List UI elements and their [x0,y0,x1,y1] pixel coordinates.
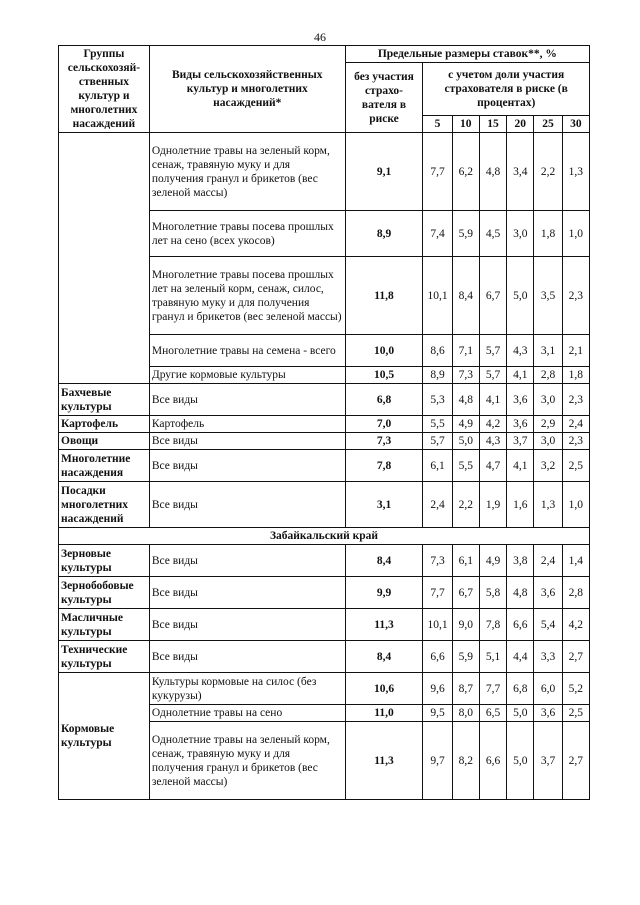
share-rate-cell: 1,0 [562,211,589,257]
share-rate-cell: 7,1 [452,335,479,367]
base-rate-cell: 7,3 [345,433,423,450]
share-rate-cell: 2,2 [534,133,562,211]
base-rate-cell: 8,9 [345,211,423,257]
share-rate-cell: 8,2 [452,722,479,800]
header-share-30: 30 [562,116,589,133]
share-rate-cell: 9,5 [423,705,452,722]
share-rate-cell: 6,6 [507,609,534,641]
crop-cell: Многолетние травы посева прошлых лет на зеленый корм, сенаж, силос, травяную муку и для получения гранул и брикетов (вес зеленой массы) [149,257,345,335]
table-row [59,641,590,673]
share-rate-cell: 5,0 [507,257,534,335]
header-share-15: 15 [479,116,506,133]
share-rate-cell: 5,5 [423,416,452,433]
share-rate-cell: 4,3 [507,335,534,367]
share-rate-cell: 7,3 [452,367,479,384]
share-rate-cell: 5,1 [479,641,506,673]
header-crop: Виды сельскохозяйственных культур и многолетних насаждений* [149,46,345,133]
share-rate-cell: 3,4 [507,133,534,211]
crop-cell: Все виды [149,433,345,450]
share-rate-cell: 4,9 [479,545,506,577]
share-rate-cell: 1,3 [534,482,562,528]
base-rate-cell: 11,0 [345,705,423,722]
crop-cell: Культуры кормовые на силос (без кукурузы) [149,673,345,705]
crop-cell: Все виды [149,577,345,609]
share-rate-cell: 2,4 [562,416,589,433]
share-rate-cell: 4,8 [452,384,479,416]
share-rate-cell: 5,9 [452,211,479,257]
base-rate-cell: 10,5 [345,367,423,384]
share-rate-cell: 4,5 [479,211,506,257]
group-cell-empty [59,133,150,384]
header-share: с учетом доли участия страхователя в риске (в процентах) [423,63,590,116]
group-cell: Кормовые культуры [59,673,150,800]
share-rate-cell: 5,8 [479,577,506,609]
share-rate-cell: 1,0 [562,482,589,528]
share-rate-cell: 4,8 [479,133,506,211]
region-row [59,528,590,545]
share-rate-cell: 5,3 [423,384,452,416]
share-rate-cell: 6,6 [479,722,506,800]
share-rate-cell: 6,0 [534,673,562,705]
share-rate-cell: 1,9 [479,482,506,528]
share-rate-cell: 1,4 [562,545,589,577]
share-rate-cell: 4,9 [452,416,479,433]
base-rate-cell: 9,1 [345,133,423,211]
share-rate-cell: 3,6 [507,416,534,433]
table-row [59,673,590,705]
table-row [59,433,590,450]
crop-cell: Однолетние травы на сено [149,705,345,722]
share-rate-cell: 2,8 [562,577,589,609]
table-row [59,609,590,641]
crop-cell: Все виды [149,482,345,528]
share-rate-cell: 4,1 [507,450,534,482]
base-rate-cell: 6,8 [345,384,423,416]
share-rate-cell: 3,0 [534,433,562,450]
base-rate-cell: 10,0 [345,335,423,367]
group-cell: Бахчевые культуры [59,384,150,416]
table-row [59,133,590,211]
share-rate-cell: 3,7 [534,722,562,800]
share-rate-cell: 6,7 [479,257,506,335]
share-rate-cell: 4,4 [507,641,534,673]
crop-cell: Все виды [149,384,345,416]
crop-cell: Все виды [149,609,345,641]
share-rate-cell: 2,3 [562,257,589,335]
share-rate-cell: 4,1 [479,384,506,416]
share-rate-cell: 1,3 [562,133,589,211]
share-rate-cell: 6,1 [423,450,452,482]
group-cell: Овощи [59,433,150,450]
crop-cell: Однолетние травы на зеленый корм, сенаж, травяную муку и для получения гранул и брикетов (вес зеленой массы) [149,722,345,800]
table-row [59,416,590,433]
share-rate-cell: 5,2 [562,673,589,705]
table-row [59,450,590,482]
share-rate-cell: 2,7 [562,641,589,673]
share-rate-cell: 7,4 [423,211,452,257]
group-cell: Зерновые культуры [59,545,150,577]
group-cell: Масличные культуры [59,609,150,641]
share-rate-cell: 4,2 [562,609,589,641]
share-rate-cell: 8,9 [423,367,452,384]
share-rate-cell: 4,1 [507,367,534,384]
share-rate-cell: 2,7 [562,722,589,800]
crop-cell: Все виды [149,545,345,577]
table-body [59,133,590,800]
header-share-25: 25 [534,116,562,133]
share-rate-cell: 3,6 [534,577,562,609]
base-rate-cell: 9,9 [345,577,423,609]
share-rate-cell: 3,3 [534,641,562,673]
share-rate-cell: 3,1 [534,335,562,367]
share-rate-cell: 7,7 [423,577,452,609]
share-rate-cell: 5,9 [452,641,479,673]
base-rate-cell: 11,8 [345,257,423,335]
group-cell: Зернобобовые культуры [59,577,150,609]
share-rate-cell: 3,0 [534,384,562,416]
group-cell: Многолетние насаждения [59,450,150,482]
share-rate-cell: 3,6 [507,384,534,416]
share-rate-cell: 7,3 [423,545,452,577]
base-rate-cell: 10,6 [345,673,423,705]
crop-cell: Все виды [149,450,345,482]
share-rate-cell: 3,6 [534,705,562,722]
base-rate-cell: 3,1 [345,482,423,528]
header-limits: Предельные размеры ставок**, % [345,46,589,63]
share-rate-cell: 4,8 [507,577,534,609]
share-rate-cell: 5,7 [479,367,506,384]
crop-cell: Многолетние травы на семена - всего [149,335,345,367]
share-rate-cell: 9,7 [423,722,452,800]
crop-cell: Однолетние травы на зеленый корм, сенаж, травяную муку и для получения гранул и брикетов (вес зеленой массы) [149,133,345,211]
share-rate-cell: 2,1 [562,335,589,367]
share-rate-cell: 7,8 [479,609,506,641]
share-rate-cell: 8,7 [452,673,479,705]
base-rate-cell: 8,4 [345,641,423,673]
share-rate-cell: 10,1 [423,257,452,335]
share-rate-cell: 5,4 [534,609,562,641]
share-rate-cell: 8,4 [452,257,479,335]
crop-cell: Все виды [149,641,345,673]
crop-cell: Картофель [149,416,345,433]
share-rate-cell: 6,7 [452,577,479,609]
region-title: Забайкальский край [59,528,590,545]
share-rate-cell: 5,7 [423,433,452,450]
share-rate-cell: 3,8 [507,545,534,577]
crop-cell: Многолетние травы посева прошлых лет на сено (всех укосов) [149,211,345,257]
share-rate-cell: 8,6 [423,335,452,367]
group-cell: Картофель [59,416,150,433]
base-rate-cell: 8,4 [345,545,423,577]
share-rate-cell: 6,1 [452,545,479,577]
share-rate-cell: 6,5 [479,705,506,722]
share-rate-cell: 4,7 [479,450,506,482]
share-rate-cell: 9,6 [423,673,452,705]
share-rate-cell: 2,3 [562,384,589,416]
share-rate-cell: 6,2 [452,133,479,211]
crop-cell: Другие кормовые культуры [149,367,345,384]
share-rate-cell: 2,2 [452,482,479,528]
group-cell: Посадки многолетних насаждений [59,482,150,528]
share-rate-cell: 4,3 [479,433,506,450]
header-share-10: 10 [452,116,479,133]
share-rate-cell: 2,5 [562,450,589,482]
share-rate-cell: 6,8 [507,673,534,705]
header-base: без участия страхо- вателя в риске [345,63,423,133]
share-rate-cell: 3,2 [534,450,562,482]
group-cell: Технические культуры [59,641,150,673]
share-rate-cell: 5,0 [507,722,534,800]
share-rate-cell: 10,1 [423,609,452,641]
table-row [59,545,590,577]
share-rate-cell: 1,8 [534,211,562,257]
share-rate-cell: 3,5 [534,257,562,335]
share-rate-cell: 5,7 [479,335,506,367]
share-rate-cell: 7,7 [423,133,452,211]
share-rate-cell: 2,3 [562,433,589,450]
header-share-5: 5 [423,116,452,133]
table-row [59,577,590,609]
base-rate-cell: 11,3 [345,609,423,641]
base-rate-cell: 7,0 [345,416,423,433]
base-rate-cell: 11,3 [345,722,423,800]
table-row [59,482,590,528]
share-rate-cell: 2,5 [562,705,589,722]
share-rate-cell: 3,0 [507,211,534,257]
share-rate-cell: 9,0 [452,609,479,641]
share-rate-cell: 6,6 [423,641,452,673]
share-rate-cell: 2,4 [534,545,562,577]
share-rate-cell: 2,4 [423,482,452,528]
page-number: 46 [314,30,326,44]
header-share-20: 20 [507,116,534,133]
share-rate-cell: 3,7 [507,433,534,450]
header-group: Группы сельскохозяй- ственных культур и многолетних насаждений [59,46,150,133]
share-rate-cell: 5,5 [452,450,479,482]
table-row [59,384,590,416]
share-rate-cell: 2,8 [534,367,562,384]
share-rate-cell: 2,9 [534,416,562,433]
share-rate-cell: 5,0 [452,433,479,450]
share-rate-cell: 5,0 [507,705,534,722]
base-rate-cell: 7,8 [345,450,423,482]
share-rate-cell: 8,0 [452,705,479,722]
insurance-rates-table [58,45,590,800]
share-rate-cell: 1,8 [562,367,589,384]
share-rate-cell: 1,6 [507,482,534,528]
share-rate-cell: 7,7 [479,673,506,705]
share-rate-cell: 4,2 [479,416,506,433]
